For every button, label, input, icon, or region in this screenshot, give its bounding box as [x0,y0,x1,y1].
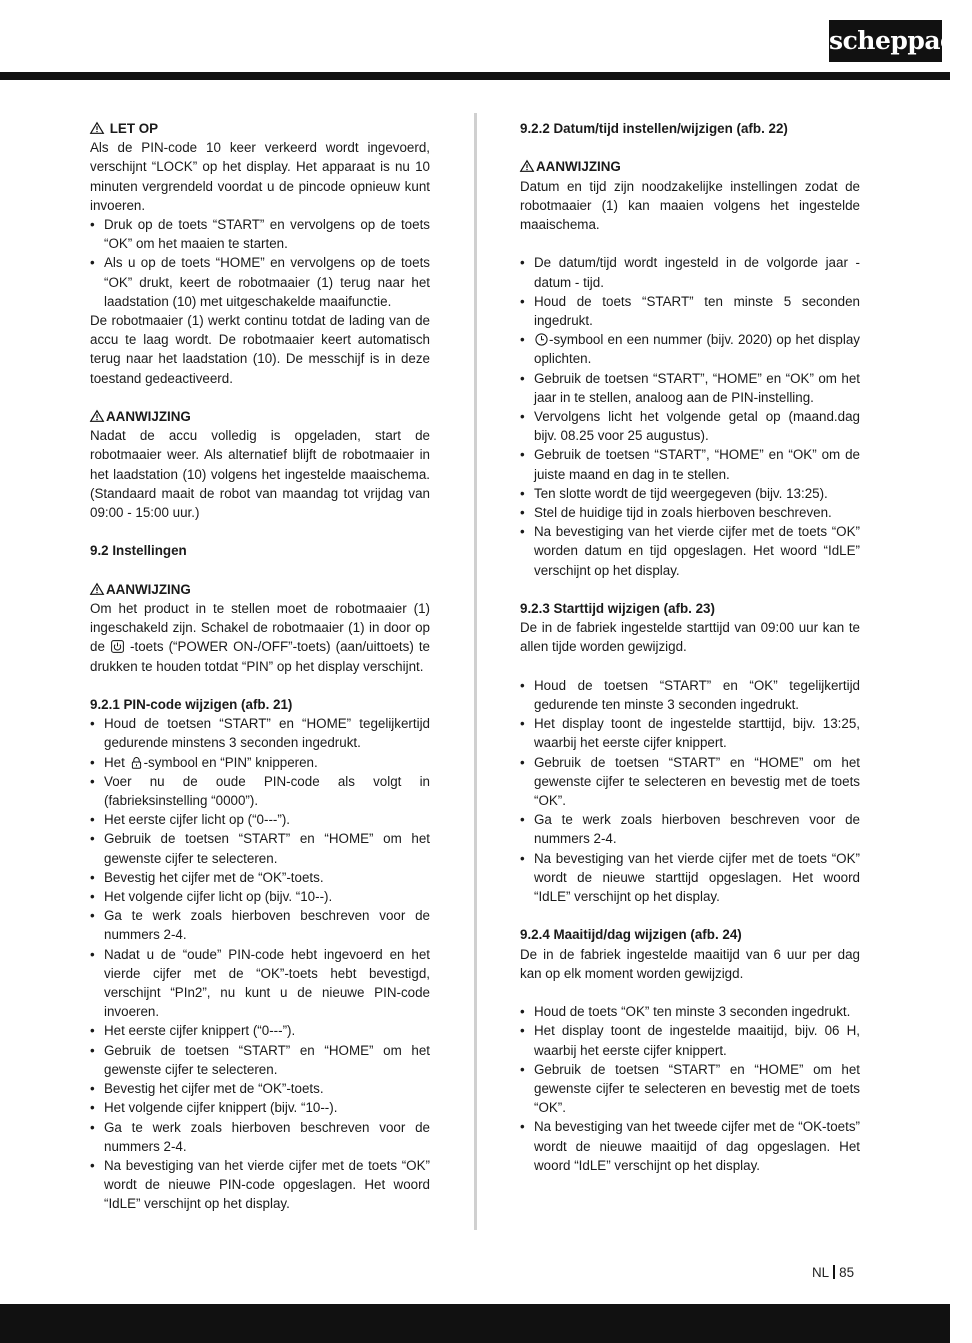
letop-heading [90,119,430,138]
list-item [90,753,430,772]
aanwijzing-text: Nadat de accu volledig is opgeladen, start de robotmaaier weer. Als alternatief blijft de robotmaaier in het laadstation (10) volgens het ingestelde maaischema. (Standaard maait de robot van maandag tot vrijdag van 09:00 - 15:00 uur.) [90,428,430,521]
column-divider [474,113,477,1230]
aanwijzing-text [90,599,430,676]
list-item: • Voer nu de oude PIN-code als volgt in (fabrieksinstelling “0000”). [90,772,430,810]
text-part: -toets (“POWER ON-/OFF”-toets) (aan/uittoets) te drukken te houden totdat “PIN” op het display verschijnt. [90,639,430,674]
warning-icon [90,122,104,134]
aanwijzing-heading [90,407,430,426]
aanwijzing-title: AANWIJZING [106,409,191,425]
section-heading-9-2-3: 9.2.3 Starttijd wijzigen (afb. 23) [520,601,715,617]
list-item: • Ga te werk zoals hierboven beschreven voor de nummers 2-4. [520,810,860,848]
section-heading-9-2: 9.2 Instellingen [90,543,187,559]
letop-list [90,215,430,311]
list-item: • Het eerste cijfer knippert (“0---”). [90,1021,430,1040]
text-part: -symbool en een nummer (bijv. 2020) op het display oplichten. [534,332,860,367]
letop-title: LET OP [109,121,159,136]
language-code: NL [812,1265,830,1280]
left-column [90,119,430,1214]
letop-text: Als de PIN-code 10 keer verkeerd wordt ingevoerd, verschijnt “LOCK” op het display. Het apparaat is nu 10 minuten vergrendeld voordat u de pincode opnieuw kunt invoeren. [90,140,430,213]
list-item: • Na bevestiging van het tweede cijfer met de “OK-toets” wordt de nieuwe maaitijd of dag opgeslagen. Het woord “IdLE” verschijnt op het display. [520,1117,860,1175]
list-item: • Houd de toetsen “START” en “HOME” tegelijkertijd gedurende minstens 3 seconden ingedrukt. [90,714,430,752]
list-item: • Ten slotte wordt de tijd weergegeven (bijv. 13:25). [520,484,860,503]
section-heading-9-2-4: 9.2.4 Maaitijd/dag wijzigen (afb. 24) [520,927,742,943]
header-bar [0,72,950,80]
section-text: De in de fabriek ingestelde maaitijd van 6 uur per dag kan op elk moment worden gewijzigd. [520,946,860,981]
aanwijzing-title: AANWIJZING [106,581,191,597]
aanwijzing-title: AANWIJZING [536,159,621,175]
list-item: • Ga te werk zoals hierboven beschreven voor de nummers 2-4. [90,1118,430,1156]
footer-bar [0,1304,950,1343]
warning-icon [90,583,104,595]
list-item: • Gebruik de toetsen “START” en “HOME” om het gewenste cijfer te selecteren en bevestig met de toets “OK”. [520,1060,860,1118]
power-button-icon [111,640,124,653]
list-item: • Gebruik de toetsen “START”, “HOME” en “OK” om het jaar in te stellen, analoog aan de PIN-instelling. [520,369,860,407]
text-part: Het [104,754,125,770]
start-time-list [520,676,860,906]
text-part: -symbool en “PIN” knipperen. [143,754,318,770]
list-item: • Het volgende cijfer licht op (bijv. “10--). [90,887,430,906]
warning-icon [520,160,534,172]
section-heading-9-2-2: 9.2.2 Datum/tijd instellen/wijzigen (afb. 22) [520,121,788,136]
list-item: • Ga te werk zoals hierboven beschreven voor de nummers 2-4. [90,906,430,944]
list-item: • Het volgende cijfer knippert (bijv. “10--). [90,1098,430,1117]
footer-separator [833,1265,835,1279]
list-item: • Houd de toets “START” ten minste 5 seconden ingedrukt. [520,292,860,330]
list-item: • Vervolgens licht het volgende getal op (maand.dag bijv. 08.25 voor 25 augustus). [520,407,860,445]
lock-icon [130,756,143,769]
list-item: • Bevestig het cijfer met de “OK”-toets. [90,868,430,887]
list-item: • Na bevestiging van het vierde cijfer met de toets “OK” wordt de nieuwe PIN-code opgeslagen. Het woord “IdLE” verschijnt op het display. [90,1156,430,1214]
list-item: • De datum/tijd wordt ingesteld in de volgorde jaar - datum - tijd. [520,253,860,291]
list-item: • Gebruik de toetsen “START” en “HOME” om het gewenste cijfer te selecteren. [90,1041,430,1079]
page-number: 85 [839,1265,855,1280]
section-text: De in de fabriek ingestelde starttijd van 09:00 uur kan te allen tijde worden gewijzigd. [520,620,860,655]
list-item: • Bevestig het cijfer met de “OK”-toets. [90,1079,430,1098]
list-item: • Als u op de toets “HOME” en vervolgens op de toets “OK” drukt, keert de robotmaaier (1) terug naar het laadstation (10) met uitgeschakelde maaifunctie. [90,253,430,311]
pin-steps-list [90,714,430,1213]
letop-after-text: De robotmaaier (1) werkt continu totdat de lading van de accu te laag wordt. De robotmaaier keert automatisch terug naar het laadstation (10). De messchijf is in deze toestand gedeactiveerd. [90,313,430,386]
aanwijzing-heading [520,157,860,176]
aanwijzing-text: Datum en tijd zijn noodzakelijke instellingen zodat de robotmaaier (1) kan maaien volgens het ingestelde maaischema. [520,178,860,232]
list-item: • Houd de toetsen “START” en “OK” tegelijkertijd gedurende ten minste 3 seconden ingedrukt. [520,676,860,714]
date-time-list [520,253,860,579]
mowing-time-list [520,1002,860,1175]
page-footer [812,1265,854,1280]
aanwijzing-heading [90,580,430,599]
list-item: • Gebruik de toetsen “START”, “HOME” en “OK” om de juiste maand en dag in te stellen. [520,445,860,483]
list-item: • Gebruik de toetsen “START” en “HOME” om het gewenste cijfer te selecteren. [90,829,430,867]
brand-logo: scheppach [829,20,942,62]
warning-icon [90,410,104,422]
text-part: Om het product in te stellen moet de robotmaaier (1) ingeschakeld zijn. Schakel de robotmaaier (1) in door op de [90,601,430,655]
right-column [520,119,860,1175]
list-item: • Het display toont de ingestelde starttijd, bijv. 13:25, waarbij het eerste cijfer knippert. [520,714,860,752]
list-item [520,330,860,368]
list-item: • Na bevestiging van het vierde cijfer met de toets “OK” worden datum en tijd opgeslagen. Het woord “IdLE” verschijnt op het display. [520,522,860,580]
list-item: • Na bevestiging van het vierde cijfer met de toets “OK” wordt de nieuwe starttijd opgeslagen. Het woord “IdLE” verschijnt op het display. [520,849,860,907]
list-item: • Houd de toets “OK” ten minste 3 seconden ingedrukt. [520,1002,860,1021]
clock-icon [535,333,548,346]
list-item: • Stel de huidige tijd in zoals hierboven beschreven. [520,503,860,522]
list-item: • Gebruik de toetsen “START” en “HOME” om het gewenste cijfer te selecteren en bevestig met de toets “OK”. [520,753,860,811]
list-item: • Druk op de toets “START” en vervolgens op de toets “OK” om het maaien te starten. [90,215,430,253]
list-item: • Nadat u de “oude” PIN-code hebt ingevoerd en het vierde cijfer met de “OK”-toets hebt bevestigd, verschijnt “PIn2”, nu kunt u de nieuwe PIN-code invoeren. [90,945,430,1022]
section-heading-9-2-1: 9.2.1 PIN-code wijzigen (afb. 21) [90,697,293,713]
list-item: • Het display toont de ingestelde maaitijd, bijv. 06 H, waarbij het eerste cijfer knippert. [520,1021,860,1059]
list-item: • Het eerste cijfer licht op (“0---”). [90,810,430,829]
